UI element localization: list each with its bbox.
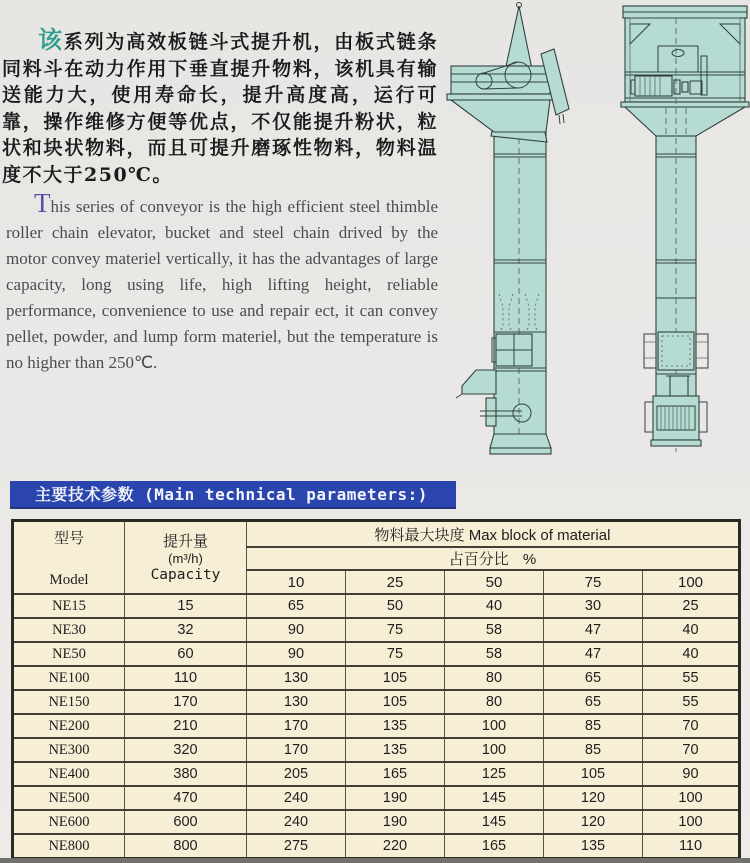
percent-value-cell: 145 — [445, 786, 544, 810]
table-row — [13, 786, 740, 810]
percent-value-cell: 135 — [346, 738, 445, 762]
capacity-cell: 600 — [125, 810, 247, 834]
percent-value-cell: 90 — [247, 618, 346, 642]
model-cell: NE500 — [13, 786, 125, 810]
percent-value-cell: 100 — [445, 738, 544, 762]
percent-value-cell: 135 — [346, 714, 445, 738]
percent-value-cell: 25 — [643, 594, 740, 618]
percent-value-cell: 105 — [544, 762, 643, 786]
percent-value-cell: 170 — [247, 714, 346, 738]
percent-value-cell: 90 — [247, 642, 346, 666]
model-cell: NE300 — [13, 738, 125, 762]
percent-value-cell: 130 — [247, 666, 346, 690]
chinese-body-text: 系列为高效板链斗式提升机，由板式链条同料斗在动力作用下垂直提升物料，该机具有输送能力大，使用寿命长，提升高度高，运行可靠，操作维修方便等优点，不仅能提升粉状，粒状和块状物料，而且可提升磨琢性物料，物料温度不大于250℃。 — [2, 31, 438, 186]
boot-section — [645, 376, 707, 446]
percent-value-cell: 65 — [247, 594, 346, 618]
model-header-cn: 型号 — [53, 529, 84, 547]
percent-value-cell: 240 — [247, 786, 346, 810]
percent-value-cell: 125 — [445, 762, 544, 786]
percent-value-cell: 58 — [445, 642, 544, 666]
model-cell: NE50 — [13, 642, 125, 666]
percent-value-cell: 90 — [643, 762, 740, 786]
percent-value-cell: 105 — [346, 666, 445, 690]
elevator-side-view-drawing — [446, 2, 590, 460]
table-row — [13, 618, 740, 642]
table-row — [13, 738, 740, 762]
percent-value-cell: 80 — [445, 666, 544, 690]
model-column-header — [13, 521, 125, 595]
capacity-header-en: Capacity — [150, 567, 221, 583]
table-row — [13, 666, 740, 690]
percent-header: 占百分比 % — [247, 547, 740, 570]
capacity-cell: 170 — [125, 690, 247, 714]
percent-value-cell: 190 — [346, 786, 445, 810]
percent-value-cell: 205 — [247, 762, 346, 786]
percent-value-cell: 275 — [247, 834, 346, 859]
percent-value-cell: 85 — [544, 714, 643, 738]
percent-value-cell: 120 — [544, 810, 643, 834]
intro-chinese-paragraph — [2, 27, 438, 188]
parameters-table — [11, 519, 741, 860]
model-cell: NE400 — [13, 762, 125, 786]
table-row — [13, 714, 740, 738]
inlet-chute — [456, 370, 496, 398]
percent-value-cell: 40 — [445, 594, 544, 618]
percent-value-cell: 40 — [643, 618, 740, 642]
capacity-cell: 800 — [125, 834, 247, 859]
flanged-window — [644, 332, 708, 374]
percent-value-cell: 135 — [544, 834, 643, 859]
intro-english-paragraph — [6, 188, 438, 376]
model-cell: NE800 — [13, 834, 125, 859]
transition-hopper — [451, 100, 550, 132]
percent-value-cell: 65 — [544, 666, 643, 690]
table-body — [13, 594, 740, 859]
percent-value-cell: 170 — [247, 738, 346, 762]
english-body-text: his series of conveyor is the high efficient steel thimble roller chain elevator, bucket and steel chain drived by the motor convey materiel vertically, it has the advantages of large capacity, long using life, high lifting height, reliable performance, convenience to use and repair ect, it can convey pellet, powder, and lump form materiel, but the temperature is no higher than 250℃. — [6, 197, 438, 372]
page-bottom-edge — [0, 858, 750, 863]
boot-base — [490, 434, 551, 454]
percent-value-cell: 240 — [247, 810, 346, 834]
capacity-column-header — [125, 521, 247, 595]
capacity-cell: 210 — [125, 714, 247, 738]
model-header-en: Model — [49, 571, 89, 588]
capacity-cell: 380 — [125, 762, 247, 786]
table-row — [13, 810, 740, 834]
percent-value-cell: 80 — [445, 690, 544, 714]
percent-col-50: 50 — [445, 570, 544, 594]
percent-value-cell: 55 — [643, 690, 740, 714]
table-row — [13, 762, 740, 786]
percent-value-cell: 220 — [346, 834, 445, 859]
percent-value-cell: 40 — [643, 642, 740, 666]
percent-value-cell: 47 — [544, 642, 643, 666]
percent-value-cell: 100 — [643, 786, 740, 810]
percent-value-cell: 130 — [247, 690, 346, 714]
percent-col-10: 10 — [247, 570, 346, 594]
chinese-lead-character: 该 — [38, 25, 64, 54]
capacity-cell: 470 — [125, 786, 247, 810]
percent-value-cell: 55 — [643, 666, 740, 690]
percent-value-cell: 75 — [346, 642, 445, 666]
table-row — [13, 834, 740, 859]
percent-value-cell: 100 — [445, 714, 544, 738]
capacity-cell: 15 — [125, 594, 247, 618]
capacity-cell: 320 — [125, 738, 247, 762]
percent-value-cell: 58 — [445, 618, 544, 642]
english-lead-character: T — [34, 188, 51, 218]
table-row — [13, 594, 740, 618]
percent-value-cell: 145 — [445, 810, 544, 834]
percent-value-cell: 165 — [445, 834, 544, 859]
capacity-header-cn: 提升量 — [162, 533, 208, 550]
model-cell: NE200 — [13, 714, 125, 738]
percent-col-100: 100 — [643, 570, 740, 594]
percent-value-cell: 105 — [346, 690, 445, 714]
capacity-cell: 110 — [125, 666, 247, 690]
percent-value-cell: 50 — [346, 594, 445, 618]
percent-col-25: 25 — [346, 570, 445, 594]
percent-value-cell: 70 — [643, 738, 740, 762]
inspection-door — [492, 334, 532, 366]
table-row — [13, 642, 740, 666]
capacity-cell: 60 — [125, 642, 247, 666]
model-cell: NE100 — [13, 666, 125, 690]
capacity-cell: 32 — [125, 618, 247, 642]
model-cell: NE600 — [13, 810, 125, 834]
percent-value-cell: 30 — [544, 594, 643, 618]
percent-value-cell: 65 — [544, 690, 643, 714]
percent-value-cell: 75 — [346, 618, 445, 642]
percent-value-cell: 47 — [544, 618, 643, 642]
model-cell: NE30 — [13, 618, 125, 642]
elevator-front-view-drawing — [616, 2, 750, 460]
model-cell: NE15 — [13, 594, 125, 618]
percent-value-cell: 165 — [346, 762, 445, 786]
percent-value-cell: 85 — [544, 738, 643, 762]
model-cell: NE150 — [13, 690, 125, 714]
percent-value-cell: 70 — [643, 714, 740, 738]
percent-value-cell: 110 — [643, 834, 740, 859]
max-block-header: 物料最大块度 Max block of material — [247, 521, 740, 548]
table-row — [13, 690, 740, 714]
section-header-bar: 主要技术参数 (Main technical parameters:) — [10, 481, 456, 509]
percent-value-cell: 190 — [346, 810, 445, 834]
capacity-header-unit: (m³/h) — [168, 551, 203, 566]
percent-value-cell: 120 — [544, 786, 643, 810]
percent-value-cell: 100 — [643, 810, 740, 834]
percent-col-75: 75 — [544, 570, 643, 594]
